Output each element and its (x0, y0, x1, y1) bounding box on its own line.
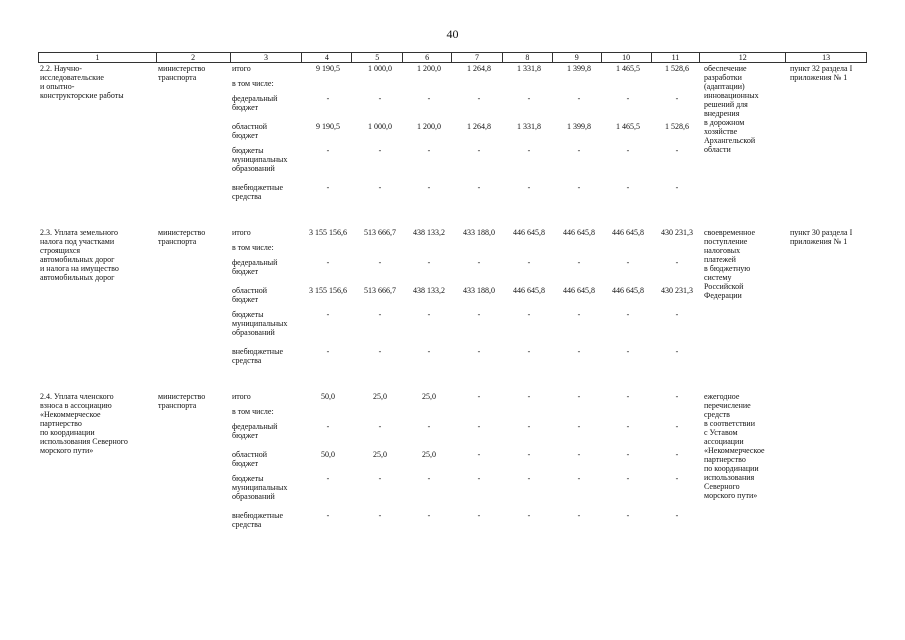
funding-value: - (527, 450, 531, 459)
funding-value: - (527, 511, 531, 520)
header-col-12: 12 (700, 53, 786, 62)
funding-value: - (626, 146, 630, 155)
funding-value: - (577, 94, 581, 103)
funding-value: - (477, 310, 481, 319)
funding-source-label: федеральный бюджет (232, 422, 278, 440)
funding-value: 1 331,8 (517, 122, 541, 131)
funding-value: 1 200,0 (417, 122, 441, 131)
funding-value: 1 264,8 (467, 64, 491, 73)
funding-value: - (577, 310, 581, 319)
funding-source-label: областной бюджет (232, 450, 268, 468)
reference-text: пункт 30 раздела I приложения № 1 (790, 228, 853, 246)
funding-value: - (626, 258, 630, 267)
funding-value: - (626, 94, 630, 103)
funding-value: 438 133,2 (413, 228, 445, 237)
funding-value: - (626, 422, 630, 431)
funding-value: 446 645,8 (513, 286, 545, 295)
measure-title: 2.2. Научно- исследовательские и опытно- конструкторские работы (40, 64, 124, 100)
funding-source-label: бюджеты муниципальных образований (232, 474, 288, 501)
funding-value: - (427, 94, 431, 103)
funding-source-label: внебюджетные средства (232, 511, 283, 529)
funding-value: - (577, 422, 581, 431)
funding-value: 3 155 156,6 (309, 286, 347, 295)
funding-value: 446 645,8 (612, 286, 644, 295)
header-col-8: 8 (503, 53, 553, 62)
funding-value: - (427, 146, 431, 155)
funding-value: - (527, 474, 531, 483)
header-col-7: 7 (452, 53, 503, 62)
measure-title: 2.4. Уплата членского взноса в ассоциацию «Некоммерческое партнерство по координации использования Северного морского пути» (40, 392, 128, 455)
funding-value: - (326, 94, 330, 103)
funding-value: 446 645,8 (563, 228, 595, 237)
result-text: своевременное поступление налоговых платежей в бюджетную систему Российской Федерации (704, 228, 756, 300)
funding-value: - (626, 511, 630, 520)
executor: министерство транспорта (158, 392, 206, 410)
header-col-1: 1 (39, 53, 157, 62)
funding-value: - (527, 392, 531, 401)
funding-value: - (378, 146, 382, 155)
funding-value: 1 528,6 (665, 122, 689, 131)
funding-value: - (477, 347, 481, 356)
header-col-11: 11 (652, 53, 701, 62)
funding-value: - (675, 146, 679, 155)
executor: министерство транспорта (158, 64, 206, 82)
funding-value: - (527, 94, 531, 103)
header-col-13: 13 (822, 53, 831, 62)
funding-value: 513 666,7 (364, 286, 396, 295)
funding-value: - (427, 347, 431, 356)
funding-value: - (675, 392, 679, 401)
funding-value: - (527, 347, 531, 356)
funding-value: 446 645,8 (563, 286, 595, 295)
funding-value: - (427, 258, 431, 267)
funding-source-label: внебюджетные средства (232, 347, 283, 365)
header-col-2: 2 (157, 53, 231, 62)
funding-value: - (527, 146, 531, 155)
funding-value: - (477, 183, 481, 192)
funding-value: - (477, 450, 481, 459)
funding-value: 9 190,5 (316, 122, 340, 131)
funding-value: - (378, 347, 382, 356)
funding-value: - (527, 422, 531, 431)
funding-value: 9 190,5 (316, 64, 340, 73)
funding-value: - (675, 94, 679, 103)
funding-source-label: внебюджетные средства (232, 183, 283, 201)
funding-value: 50,0 (321, 450, 335, 459)
funding-value: - (326, 183, 330, 192)
funding-value: 1 331,8 (517, 64, 541, 73)
funding-value: - (427, 474, 431, 483)
program-table (38, 52, 867, 529)
page-number: 40 (446, 27, 459, 41)
funding-value: 1 465,5 (616, 122, 640, 131)
funding-value: 438 133,2 (413, 286, 445, 295)
funding-source-label: в том числе: (232, 243, 274, 252)
funding-value: - (326, 310, 330, 319)
funding-value: - (427, 422, 431, 431)
funding-value: 433 188,0 (463, 228, 495, 237)
funding-value: - (675, 511, 679, 520)
funding-value: - (326, 258, 330, 267)
funding-source-label: итого (232, 392, 251, 401)
funding-source-label: итого (232, 228, 251, 237)
result-text: ежегодное перечисление средств в соответствии с Уставом ассоциации «Некоммерческое партнерство по координации использования Северного морского пути» (704, 392, 765, 500)
funding-value: - (675, 450, 679, 459)
header-col-6: 6 (403, 53, 452, 62)
funding-source-label: бюджеты муниципальных образований (232, 146, 288, 173)
funding-value: 1 200,0 (417, 64, 441, 73)
funding-value: - (577, 474, 581, 483)
funding-source-label: итого (232, 64, 251, 73)
funding-source-label: бюджеты муниципальных образований (232, 310, 288, 337)
header-col-5: 5 (352, 53, 403, 62)
funding-value: 446 645,8 (513, 228, 545, 237)
funding-value: 1 399,8 (567, 122, 591, 131)
funding-source-label: в том числе: (232, 79, 274, 88)
funding-source-label: областной бюджет (232, 286, 268, 304)
funding-value: - (477, 94, 481, 103)
funding-value: 3 155 156,6 (309, 228, 347, 237)
funding-value: - (378, 94, 382, 103)
funding-value: 50,0 (321, 392, 335, 401)
funding-value: 1 000,0 (368, 122, 392, 131)
funding-value: - (477, 422, 481, 431)
header-col-9: 9 (553, 53, 602, 62)
funding-value: 1 264,8 (467, 122, 491, 131)
funding-value: - (527, 310, 531, 319)
funding-value: 1 465,5 (616, 64, 640, 73)
funding-value: - (326, 347, 330, 356)
funding-value: - (477, 392, 481, 401)
funding-value: 25,0 (422, 392, 436, 401)
funding-value: 430 231,3 (661, 286, 693, 295)
funding-value: - (378, 310, 382, 319)
funding-value: 25,0 (373, 450, 387, 459)
funding-value: 25,0 (373, 392, 387, 401)
funding-value: - (577, 183, 581, 192)
funding-source-label: областной бюджет (232, 122, 268, 140)
funding-value: - (477, 258, 481, 267)
funding-value: 513 666,7 (364, 228, 396, 237)
funding-value: - (675, 310, 679, 319)
funding-source-label: федеральный бюджет (232, 258, 278, 276)
funding-value: - (378, 474, 382, 483)
funding-value: - (577, 450, 581, 459)
table-header-row (38, 52, 867, 63)
funding-value: - (326, 511, 330, 520)
funding-value: - (577, 146, 581, 155)
funding-value: - (527, 258, 531, 267)
funding-value: - (378, 422, 382, 431)
header-col-3: 3 (231, 53, 303, 62)
funding-value: - (378, 258, 382, 267)
funding-value: - (626, 310, 630, 319)
funding-value: - (675, 347, 679, 356)
funding-source-label: федеральный бюджет (232, 94, 278, 112)
funding-value: 433 188,0 (463, 286, 495, 295)
funding-value: - (675, 258, 679, 267)
header-col-4: 4 (302, 53, 352, 62)
funding-value: - (477, 146, 481, 155)
funding-value: - (577, 347, 581, 356)
funding-value: - (378, 511, 382, 520)
funding-value: - (577, 511, 581, 520)
funding-value: - (675, 422, 679, 431)
funding-value: 446 645,8 (612, 228, 644, 237)
funding-value: - (626, 474, 630, 483)
funding-value: - (577, 258, 581, 267)
measure-title: 2.3. Уплата земельного налога под участками строящихся автомобильных дорог и налога на имущество автомобильных дорог (40, 228, 119, 282)
funding-value: - (326, 422, 330, 431)
funding-value: - (477, 511, 481, 520)
header-col-10: 10 (602, 53, 652, 62)
funding-value: - (326, 146, 330, 155)
funding-source-label: в том числе: (232, 407, 274, 416)
result-text: обеспечение разработки (адаптации) инновационных решений для внедрения в дорожном хозяйстве Архангельской области (704, 64, 759, 154)
funding-value: 430 231,3 (661, 228, 693, 237)
funding-value: - (626, 392, 630, 401)
funding-value: 1 000,0 (368, 64, 392, 73)
funding-value: - (427, 310, 431, 319)
funding-value: - (626, 183, 630, 192)
funding-value: 1 399,8 (567, 64, 591, 73)
funding-value: - (626, 450, 630, 459)
funding-value: - (675, 474, 679, 483)
funding-value: - (427, 511, 431, 520)
funding-value: - (477, 474, 481, 483)
funding-value: 25,0 (422, 450, 436, 459)
funding-value: - (378, 183, 382, 192)
funding-value: - (326, 474, 330, 483)
executor: министерство транспорта (158, 228, 206, 246)
funding-value: - (427, 183, 431, 192)
funding-value: - (626, 347, 630, 356)
reference-text: пункт 32 раздела I приложения № 1 (790, 64, 853, 82)
funding-value: - (675, 183, 679, 192)
funding-value: - (577, 392, 581, 401)
funding-value: - (527, 183, 531, 192)
funding-value: 1 528,6 (665, 64, 689, 73)
